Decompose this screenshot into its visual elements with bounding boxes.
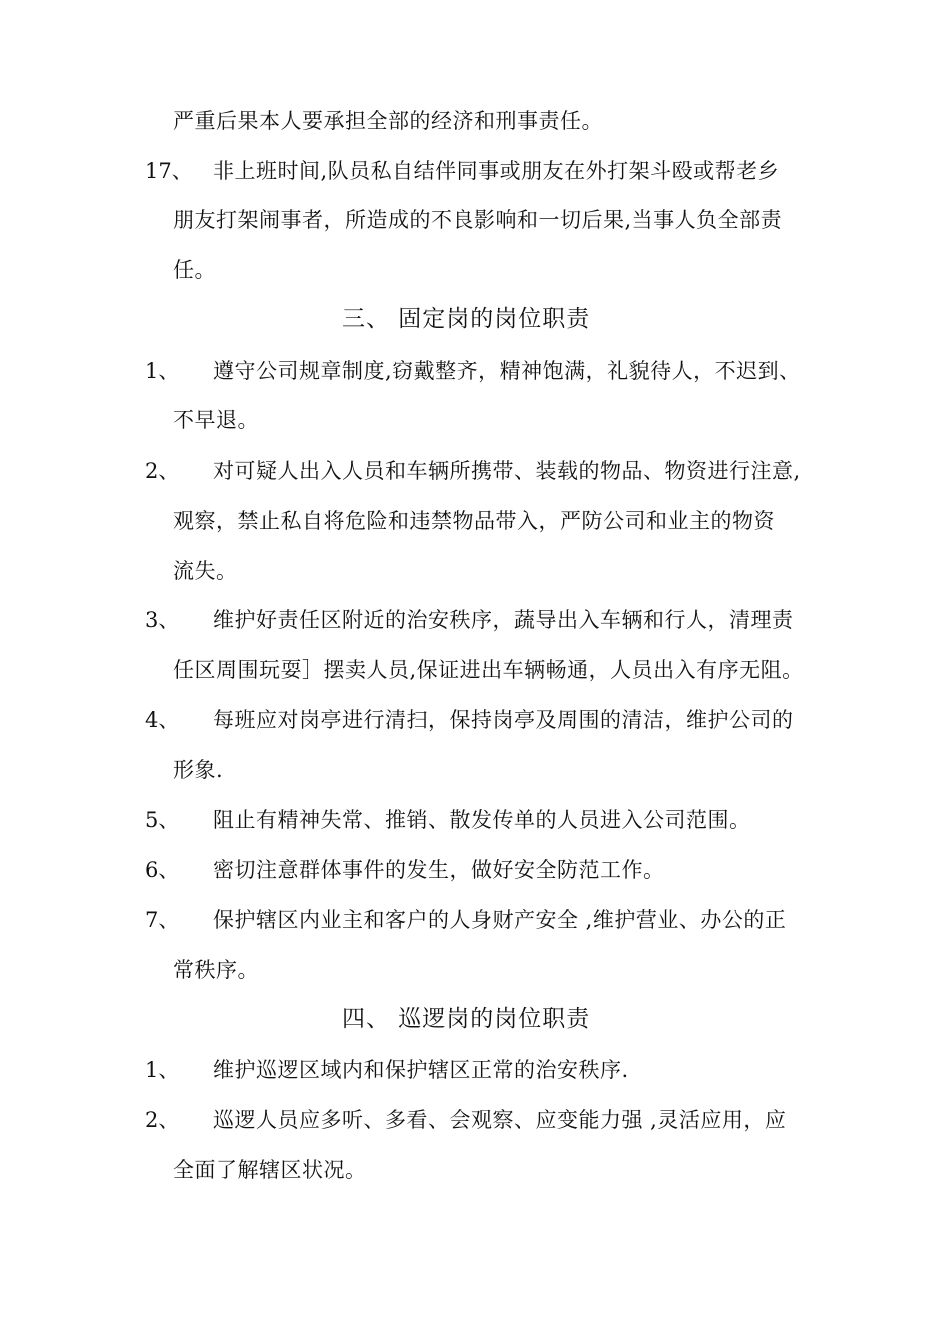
item-17-line-2: 朋友打架闹事者，所造成的不良影响和一切后果,当事人负全部责	[173, 208, 783, 232]
sec3-item-7-number: 7、	[145, 908, 180, 932]
sec3-item-2-number: 2、	[145, 459, 180, 483]
sec4-item-1-line-1: 维护巡逻区域内和保护辖区正常的治安秩序.	[213, 1058, 629, 1082]
sec3-item-7-line-2: 常秩序。	[173, 958, 259, 982]
sec4-item-2-number: 2、	[145, 1108, 180, 1132]
item-17-number: 17、	[145, 159, 193, 183]
sec3-item-1-line-1: 遵守公司规章制度,窃戴整齐，精神饱满，礼貌待人，不迟到、	[213, 359, 801, 383]
sec3-item-1-line-2: 不早退。	[173, 408, 259, 432]
sec3-item-5-line-1: 阻止有精神失常、推销、散发传单的人员进入公司范围。	[213, 808, 751, 832]
sec4-item-1-number: 1、	[145, 1058, 180, 1082]
sec3-item-3-number: 3、	[145, 608, 180, 632]
sec3-item-4-number: 4、	[145, 708, 180, 732]
sec3-item-6-line-1: 密切注意群体事件的发生，做好安全防范工作。	[213, 858, 665, 882]
sec3-item-4-line-1: 每班应对岗亭进行清扫，保持岗亭及周围的清洁，维护公司的	[213, 708, 794, 732]
sec4-item-2-line-2: 全面了解辖区状况。	[173, 1158, 367, 1182]
sec3-item-2-line-1: 对可疑人出入人员和车辆所携带、装载的物品、物资进行注意,	[213, 459, 801, 483]
sec3-item-5-number: 5、	[145, 808, 180, 832]
sec3-item-2-line-2: 观察，禁止私自将危险和违禁物品带入，严防公司和业主的物资	[173, 509, 775, 533]
continuation-line: 严重后果本人要承担全部的经济和刑事责任。	[173, 109, 603, 133]
sec3-item-7-line-1: 保护辖区内业主和客户的人身财产安全 ,维护营业、办公的正	[213, 908, 787, 932]
sec3-item-1-number: 1、	[145, 359, 180, 383]
sec3-item-2-line-3: 流失。	[173, 559, 238, 583]
sec3-item-4-line-2: 形象.	[173, 758, 224, 782]
sec3-item-3-line-2: 任区周围玩耍］摆卖人员,保证进出车辆畅通，人员出入有序无阻。	[173, 658, 804, 682]
sec4-item-2-line-1: 巡逻人员应多听、多看、会观察、应变能力强 ,灵活应用，应	[213, 1108, 787, 1132]
section-3-heading: 三、 固定岗的岗位职责	[342, 306, 591, 332]
sec3-item-6-number: 6、	[145, 858, 180, 882]
section-4-heading: 四、 巡逻岗的岗位职责	[342, 1006, 591, 1032]
sec3-item-3-line-1: 维护好责任区附近的治安秩序，蔬导出入车辆和行人，清理责	[213, 608, 794, 632]
item-17-line-1: 非上班时间,队员私自结伴同事或朋友在外打架斗殴或帮老乡	[213, 159, 780, 183]
item-17-line-3: 任。	[173, 258, 216, 282]
